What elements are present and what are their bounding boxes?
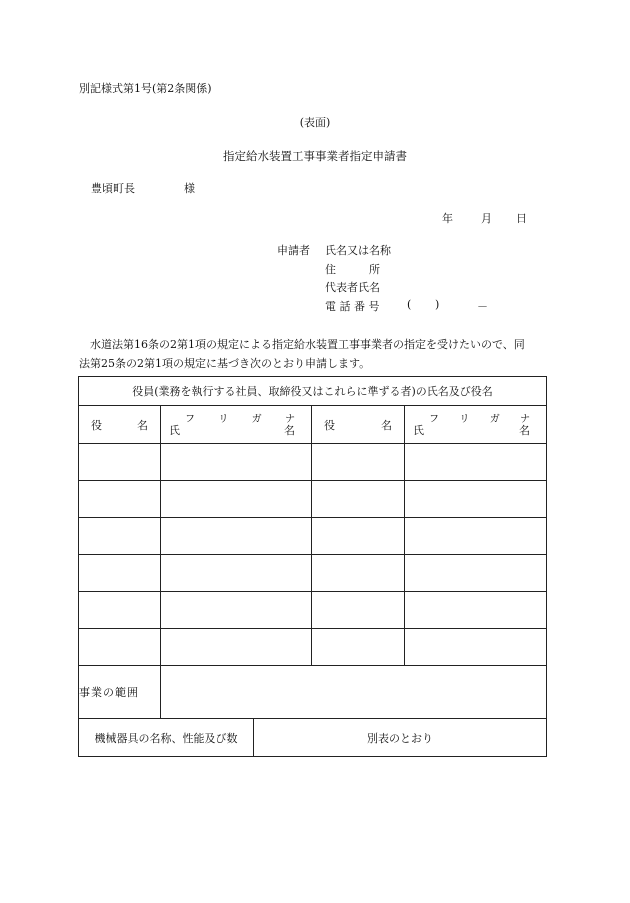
name-char: 名 xyxy=(519,424,531,437)
business-scope-label: 事業の範囲 xyxy=(79,666,161,719)
name-char: 名 xyxy=(284,424,295,437)
furigana-char: フ xyxy=(429,414,439,425)
date-day-label: 日 xyxy=(516,212,527,225)
table-row xyxy=(79,629,547,666)
side-label: (表面) xyxy=(299,116,331,129)
applicant-representative-label: 代表者氏名 xyxy=(325,281,380,294)
business-scope-row xyxy=(79,666,547,719)
form-reference: 別記様式第1号(第2条関係) xyxy=(79,82,212,95)
furigana-char: ガ xyxy=(489,414,500,425)
officer-name-cell[interactable] xyxy=(405,481,547,518)
name-char: 氏 xyxy=(413,424,424,437)
officer-position-cell[interactable] xyxy=(79,444,161,481)
officer-name-cell[interactable] xyxy=(405,518,547,555)
officer-position-cell[interactable] xyxy=(79,629,161,666)
officer-position-cell[interactable] xyxy=(312,592,405,629)
equipment-row xyxy=(79,719,547,757)
officer-position-cell[interactable] xyxy=(79,518,161,555)
applicant-label: 申請者 xyxy=(277,244,310,257)
officer-name-cell[interactable] xyxy=(161,555,312,592)
furigana-char: リ xyxy=(218,414,229,425)
name-char: 氏 xyxy=(169,424,180,437)
officer-name-cell[interactable] xyxy=(405,444,547,481)
col-position-char-2: 名 xyxy=(137,418,148,432)
column-header-row xyxy=(79,406,547,444)
table-row xyxy=(79,444,547,481)
officer-name-cell[interactable] xyxy=(161,444,312,481)
furigana-char: ナ xyxy=(284,414,295,425)
officer-name-cell[interactable] xyxy=(161,518,312,555)
name-label xyxy=(413,422,530,438)
col-name-header xyxy=(161,406,312,444)
officer-name-cell[interactable] xyxy=(405,592,547,629)
furigana-char: フ xyxy=(185,414,195,425)
officer-name-cell[interactable] xyxy=(161,629,312,666)
document-title: 指定給水装置工事事業者指定申請書 xyxy=(223,149,407,163)
officer-position-cell[interactable] xyxy=(312,518,405,555)
officer-name-cell[interactable] xyxy=(161,481,312,518)
furigana-char: ナ xyxy=(520,414,531,425)
application-body-text xyxy=(79,335,547,373)
applicant-address-label: 住 所 xyxy=(325,263,380,276)
phone-paren-close: ) xyxy=(435,298,440,311)
officer-position-cell[interactable] xyxy=(79,481,161,518)
addressee-name: 豊頃町長 xyxy=(91,182,135,195)
furigana-char: リ xyxy=(459,414,470,425)
officer-name-cell[interactable] xyxy=(161,592,312,629)
addressee-honorific: 様 xyxy=(184,182,195,195)
officer-position-cell[interactable] xyxy=(79,555,161,592)
business-scope-field[interactable] xyxy=(161,666,547,719)
applicant-name-label: 氏名又は名称 xyxy=(325,244,391,257)
officer-position-cell[interactable] xyxy=(312,555,405,592)
officer-name-cell[interactable] xyxy=(405,629,547,666)
body-text-line-2: 法第25条の2第1項の規定に基づき次のとおり申請します。 xyxy=(79,357,371,370)
officer-position-cell[interactable] xyxy=(312,629,405,666)
applicant-phone-row xyxy=(325,298,495,314)
officer-name-cell[interactable] xyxy=(405,555,547,592)
table-row xyxy=(79,518,547,555)
col-position-header-2 xyxy=(312,406,405,444)
name-label xyxy=(169,422,295,438)
date-month-label: 月 xyxy=(481,212,492,225)
table-row xyxy=(79,481,547,518)
table-row xyxy=(79,592,547,629)
phone-dash: － xyxy=(477,300,488,313)
table-header-row xyxy=(79,377,547,406)
equipment-value: 別表のとおり xyxy=(254,719,547,757)
officers-table-header: 役員(業務を執行する社員、取締役又はこれらに準ずる者)の氏名及び役名 xyxy=(79,377,547,406)
date-year-label: 年 xyxy=(442,212,453,225)
col-position-header xyxy=(79,406,161,444)
equipment-label: 機械器具の名称、性能及び数 xyxy=(79,719,254,757)
col-position-char-1: 役 xyxy=(324,418,335,432)
officer-position-cell[interactable] xyxy=(79,592,161,629)
body-text-line-1: 水道法第16条の2第1項の規定による指定給水装置工事事業者の指定を受けたいので、同 xyxy=(90,338,525,351)
officer-position-cell[interactable] xyxy=(312,481,405,518)
officers-table xyxy=(78,376,547,757)
phone-paren-open: ( xyxy=(407,298,412,311)
applicant-phone-label: 電 話 番 号 xyxy=(325,300,380,313)
officer-position-cell[interactable] xyxy=(312,444,405,481)
col-name-header-2 xyxy=(405,406,547,444)
col-position-char-2: 名 xyxy=(381,418,392,432)
table-row xyxy=(79,555,547,592)
col-position-char-1: 役 xyxy=(91,418,102,432)
furigana-char: ガ xyxy=(251,414,262,425)
addressee xyxy=(91,180,195,196)
